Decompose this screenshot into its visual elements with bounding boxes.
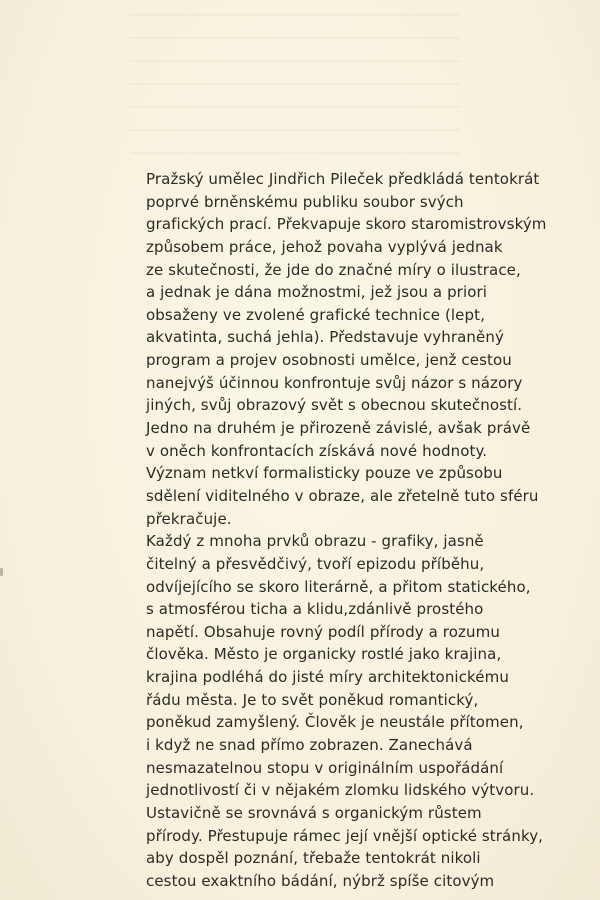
text-line: v oněch konfrontacích získává nové hodnoty. <box>146 441 488 460</box>
show-through-text <box>130 0 460 160</box>
text-line: poněkud zamyšlený. Člověk je neustále přítomen, <box>146 713 524 732</box>
text-line: nesmazatelnou stopu v originálním uspořádání <box>146 758 504 777</box>
text-line: napětí. Obsahuje rovný podíl přírody a rozumu <box>146 622 500 641</box>
text-line: čitelný a přesvědčivý, tvoří epizodu příběhu, <box>146 554 485 573</box>
text-line: Jedno na druhém je přirozeně závislé, avšak právě <box>146 419 531 438</box>
text-line: program a projev osobnosti umělce, jenž cestou <box>146 351 512 370</box>
text-line: s atmosférou ticha a klidu,zdánlivě prostého <box>146 600 484 619</box>
text-line: Každý z mnoha prvků obrazu - grafiky, jasně <box>146 532 484 551</box>
text-line: krajina podléhá do jisté míry architektonickému <box>146 668 509 687</box>
text-line: člověka. Město je organicky rostlé jako krajina, <box>146 645 502 664</box>
text-line: aby dospěl poznání, třebaže tentokrát nikoli <box>146 849 481 868</box>
text-line: ze skutečnosti, že jde do značné míry o ilustrace, <box>146 260 521 279</box>
body-paragraph <box>146 168 586 893</box>
page-edge-mark <box>0 568 3 576</box>
text-line: jednotlivostí či v nějakém zlomku lidského výtvoru. <box>146 781 535 800</box>
text-line: sdělení viditelného v obraze, ale zřetelně tuto sféru <box>146 486 539 505</box>
text-line: obsaženy ve zvolené grafické technice (lept, <box>146 305 485 324</box>
text-line: grafických prací. Překvapuje skoro staromistrovským <box>146 215 547 234</box>
text-line: Pražský umělec Jindřich Pileček předkládá tentokrát <box>146 170 540 188</box>
text-line: způsobem práce, jehož povaha vyplývá jednak <box>146 237 503 256</box>
text-line: akvatinta, suchá jehla). Představuje vyhraněný <box>146 328 504 347</box>
text-line: přírody. Přestupuje rámec její vnější optické stránky, <box>146 826 544 845</box>
text-line: řádu města. Je to svět poněkud romantický, <box>146 690 479 709</box>
text-line: odvíjejícího se skoro literárně, a přitom statického, <box>146 577 531 596</box>
text-line: Ustavičně se srovnává s organickým růstem <box>146 803 482 822</box>
text-line: nanejvýš účinnou konfrontuje svůj názor s názory <box>146 373 523 392</box>
text-line: cestou exaktního bádání, nýbrž spíše citovým <box>146 871 495 890</box>
text-line: poprvé brněnskému publiku soubor svých <box>146 192 464 211</box>
text-line: jiných, svůj obrazový svět s obecnou skutečností. <box>146 396 523 415</box>
text-line: a jednak je dána možnostmi, jež jsou a priori <box>146 283 488 302</box>
text-line: překračuje. <box>146 509 232 528</box>
text-line: i když ne snad přímo zobrazen. Zanechává <box>146 736 473 755</box>
text-line: Význam netkví formalisticky pouze ve způsobu <box>146 464 503 483</box>
